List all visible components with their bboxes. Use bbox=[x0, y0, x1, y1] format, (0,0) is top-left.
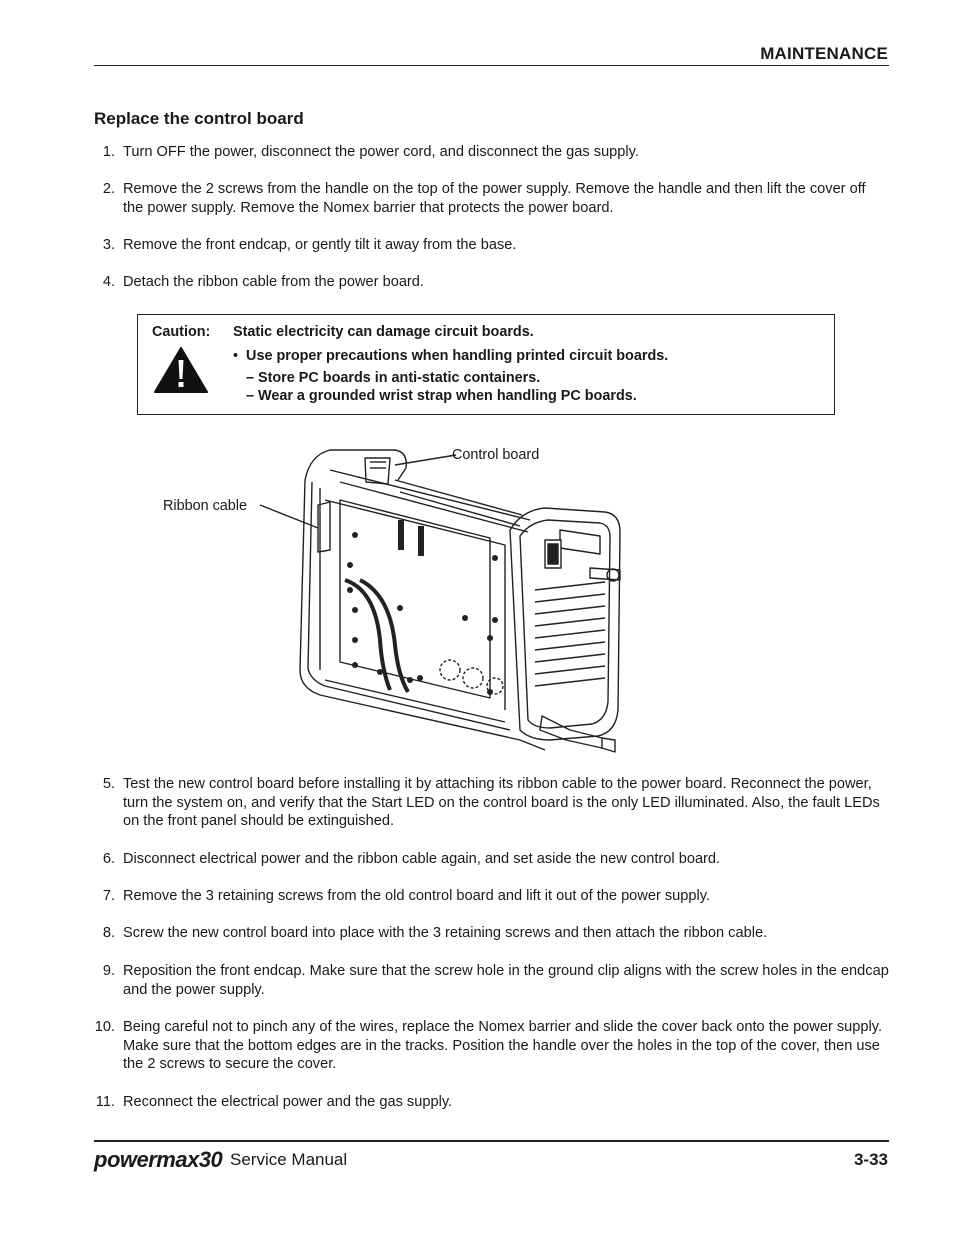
section-name: MAINTENANCE bbox=[760, 44, 888, 63]
step-text: Being careful not to pinch any of the wires, replace the Nomex barrier and slide the cover back onto the power supply. Make sure that the bottom edges are in the tracks. Position the handle over the holes in the top of the cover, then use the 2 screws to secure the cover. bbox=[123, 1019, 883, 1073]
caution-label: Caution: bbox=[152, 324, 211, 340]
footer-divider bbox=[94, 1140, 889, 1142]
step-number: 2. bbox=[102, 181, 115, 197]
power-supply-figure bbox=[150, 440, 650, 765]
list-item bbox=[94, 143, 889, 162]
caution-sub-item: – Wear a grounded wrist strap when handling PC boards. bbox=[246, 388, 637, 404]
warning-triangle-icon bbox=[153, 346, 209, 394]
list-item bbox=[94, 887, 889, 906]
figure-label-control-board: Control board bbox=[452, 447, 540, 463]
step-text: Remove the front endcap, or gently tilt it away from the base. bbox=[123, 237, 517, 253]
step-number: 1. bbox=[102, 144, 115, 160]
step-text: Detach the ribbon cable from the power board. bbox=[123, 274, 424, 290]
step-text: Disconnect electrical power and the ribbon cable again, and set aside the new control board. bbox=[123, 851, 721, 867]
step-text: Reconnect the electrical power and the gas supply. bbox=[123, 1094, 453, 1110]
bullet-dot: • bbox=[233, 348, 247, 364]
step-number: 9. bbox=[102, 963, 115, 979]
step-number: 3. bbox=[102, 237, 115, 253]
step-text: Screw the new control board into place with the 3 retaining screws and then attach the ribbon cable. bbox=[123, 925, 768, 941]
caution-bullet bbox=[233, 348, 668, 364]
caution-bullet-text: Use proper precautions when handling printed circuit boards. bbox=[246, 348, 669, 364]
list-item bbox=[94, 850, 889, 869]
step-number: 5. bbox=[102, 776, 115, 792]
list-item bbox=[94, 775, 889, 831]
figure-label-ribbon-cable: Ribbon cable bbox=[163, 498, 248, 514]
step-text: Turn OFF the power, disconnect the power cord, and disconnect the gas supply. bbox=[123, 144, 639, 160]
step-number: 7. bbox=[102, 888, 115, 904]
list-item bbox=[94, 236, 889, 255]
caution-box bbox=[137, 314, 835, 415]
list-item bbox=[94, 1018, 889, 1074]
caution-heading: Static electricity can damage circuit boards. bbox=[233, 324, 534, 340]
page-number: 3-33 bbox=[853, 1150, 888, 1169]
header-divider bbox=[94, 65, 889, 66]
step-number: 6. bbox=[102, 851, 115, 867]
step-text: Reposition the front endcap. Make sure that the screw hole in the ground clip aligns with the screw holes in the endcap and the power supply. bbox=[123, 963, 889, 998]
manual-title: Service Manual bbox=[230, 1150, 348, 1169]
list-item bbox=[94, 924, 889, 943]
list-item bbox=[94, 273, 889, 292]
page-title: Replace the control board bbox=[94, 109, 304, 128]
list-item bbox=[94, 180, 889, 217]
step-text: Test the new control board before installing it by attaching its ribbon cable to the power board. Reconnect the power, turn the system on, and verify that the Start LED on the control board is the only LED illuminated. Also, the fault LEDs on the front panel should be extinguished. bbox=[123, 776, 880, 830]
step-number: 4. bbox=[102, 274, 115, 290]
step-text: Remove the 3 retaining screws from the old control board and lift it out of the power supply. bbox=[123, 888, 711, 904]
step-number: 10. bbox=[94, 1019, 115, 1035]
list-item bbox=[94, 962, 889, 999]
step-text: Remove the 2 screws from the handle on the top of the power supply. Remove the handle and then lift the cover off the power supply. Remove the Nomex barrier that protects the power board. bbox=[123, 181, 866, 216]
caution-sub-item: – Store PC boards in anti-static containers. bbox=[246, 370, 541, 386]
list-item bbox=[94, 1093, 889, 1112]
power-supply-illustration bbox=[150, 440, 650, 760]
brand-logo: powermax30 bbox=[94, 1147, 223, 1172]
step-number: 11. bbox=[95, 1094, 115, 1110]
step-number: 8. bbox=[102, 925, 115, 941]
